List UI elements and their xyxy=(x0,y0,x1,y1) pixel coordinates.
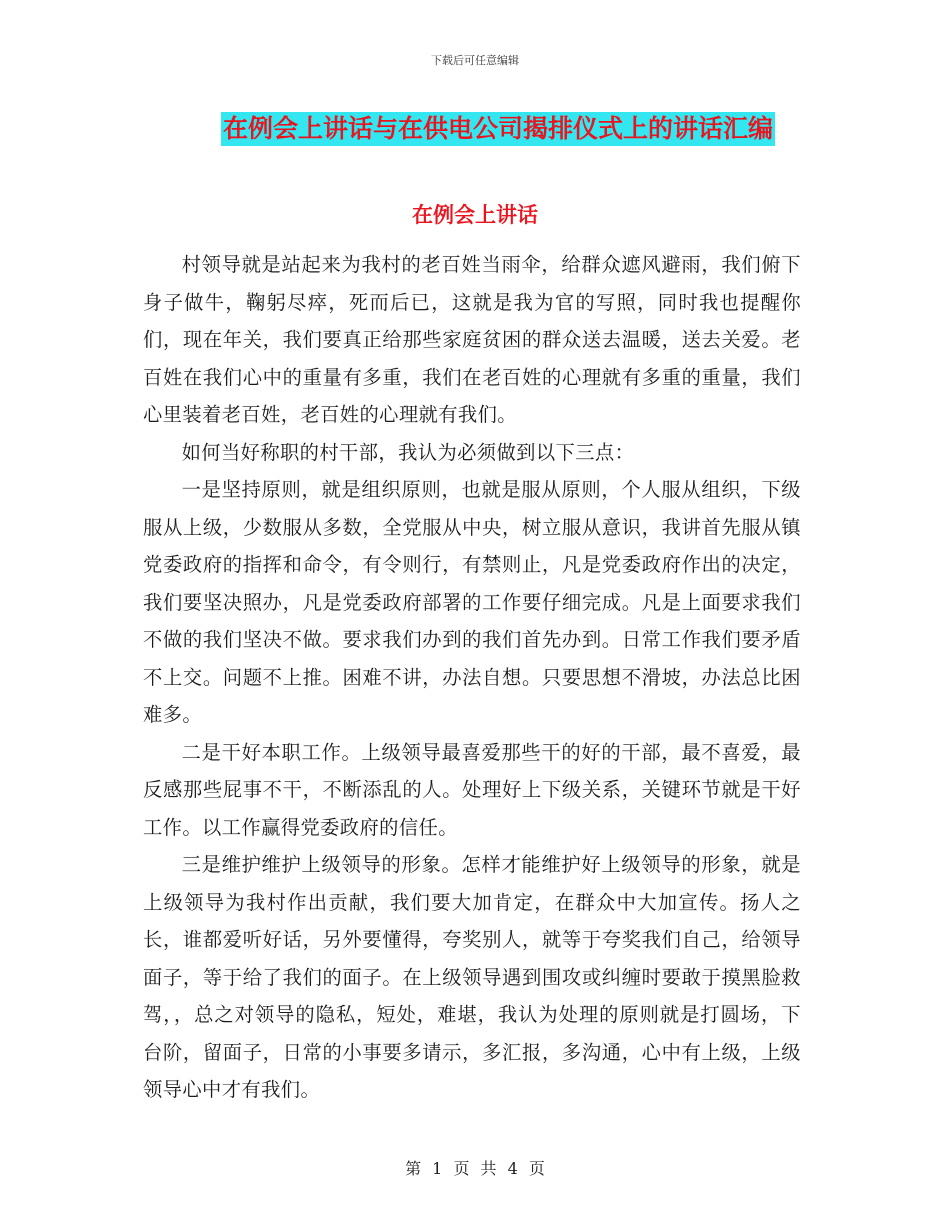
paragraph: 三是维护维护上级领导的形象。怎样才能维护好上级领导的形象，就是上级领导为我村作出贡献，我们要大加肯定，在群众中大加宣传。扬人之长，谁都爱听好话，另外要懂得，夸奖别人，就等于夸奖我们自己，给领导面子，等于给了我们的面子。在上级领导遇到围攻或纠缠时要敢于摸黑脸救驾，，总之对领导的隐私，短处，难堪，我认为处理的原则就是打圆场，下台阶，留面子，日常的小事要多请示，多汇报，多沟通，心中有上级，上级领导心中才有我们。 xyxy=(143,853,801,1101)
section-title: 在例会上讲话 xyxy=(412,203,538,227)
paragraph: 村领导就是站起来为我村的老百姓当雨伞，给群众遮风避雨，我们俯下身子做牛，鞠躬尽瘁，死而后已，这就是我为官的写照，同时我也提醒你们，现在年关，我们要真正给那些家庭贫困的群众送去温暖，送去关爱。老百姓在我们心中的重量有多重，我们在老百姓的心理就有多重的重量，我们心里装着老百姓，老百姓的心理就有我们。 xyxy=(143,253,801,426)
page-number-footer: 第 1 页 共 4 页 xyxy=(405,1159,545,1178)
paragraph: 如何当好称职的村干部，我认为必须做到以下三点： xyxy=(181,440,635,464)
paragraph: 二是干好本职工作。上级领导最喜爱那些干的好的干部，最不喜爱，最反感那些屁事不干，不断添乱的人。处理好上下级关系，关键环节就是干好工作。以工作赢得党委政府的信任。 xyxy=(143,740,801,839)
document-body xyxy=(143,246,801,1109)
document-title: 在例会上讲话与在供电公司揭排仪式上的讲话汇编 xyxy=(221,112,775,146)
page-header-note: 下载后可任意编辑 xyxy=(431,54,519,67)
document-title-container xyxy=(0,112,950,146)
paragraph: 一是坚持原则，就是组织原则，也就是服从原则，个人服从组织，下级服从上级，少数服从多数，全党服从中央，树立服从意识，我讲首先服从镇党委政府的指挥和命令，有令则行，有禁则止，凡是党委政府作出的决定，我们要坚决照办，凡是党委政府部署的工作要仔细完成。凡是上面要求我们不做的我们坚决不做。要求我们办到的我们首先办到。日常工作我们要矛盾不上交。问题不上推。困难不讲，办法自想。只要思想不滑坡，办法总比困难多。 xyxy=(143,478,801,726)
